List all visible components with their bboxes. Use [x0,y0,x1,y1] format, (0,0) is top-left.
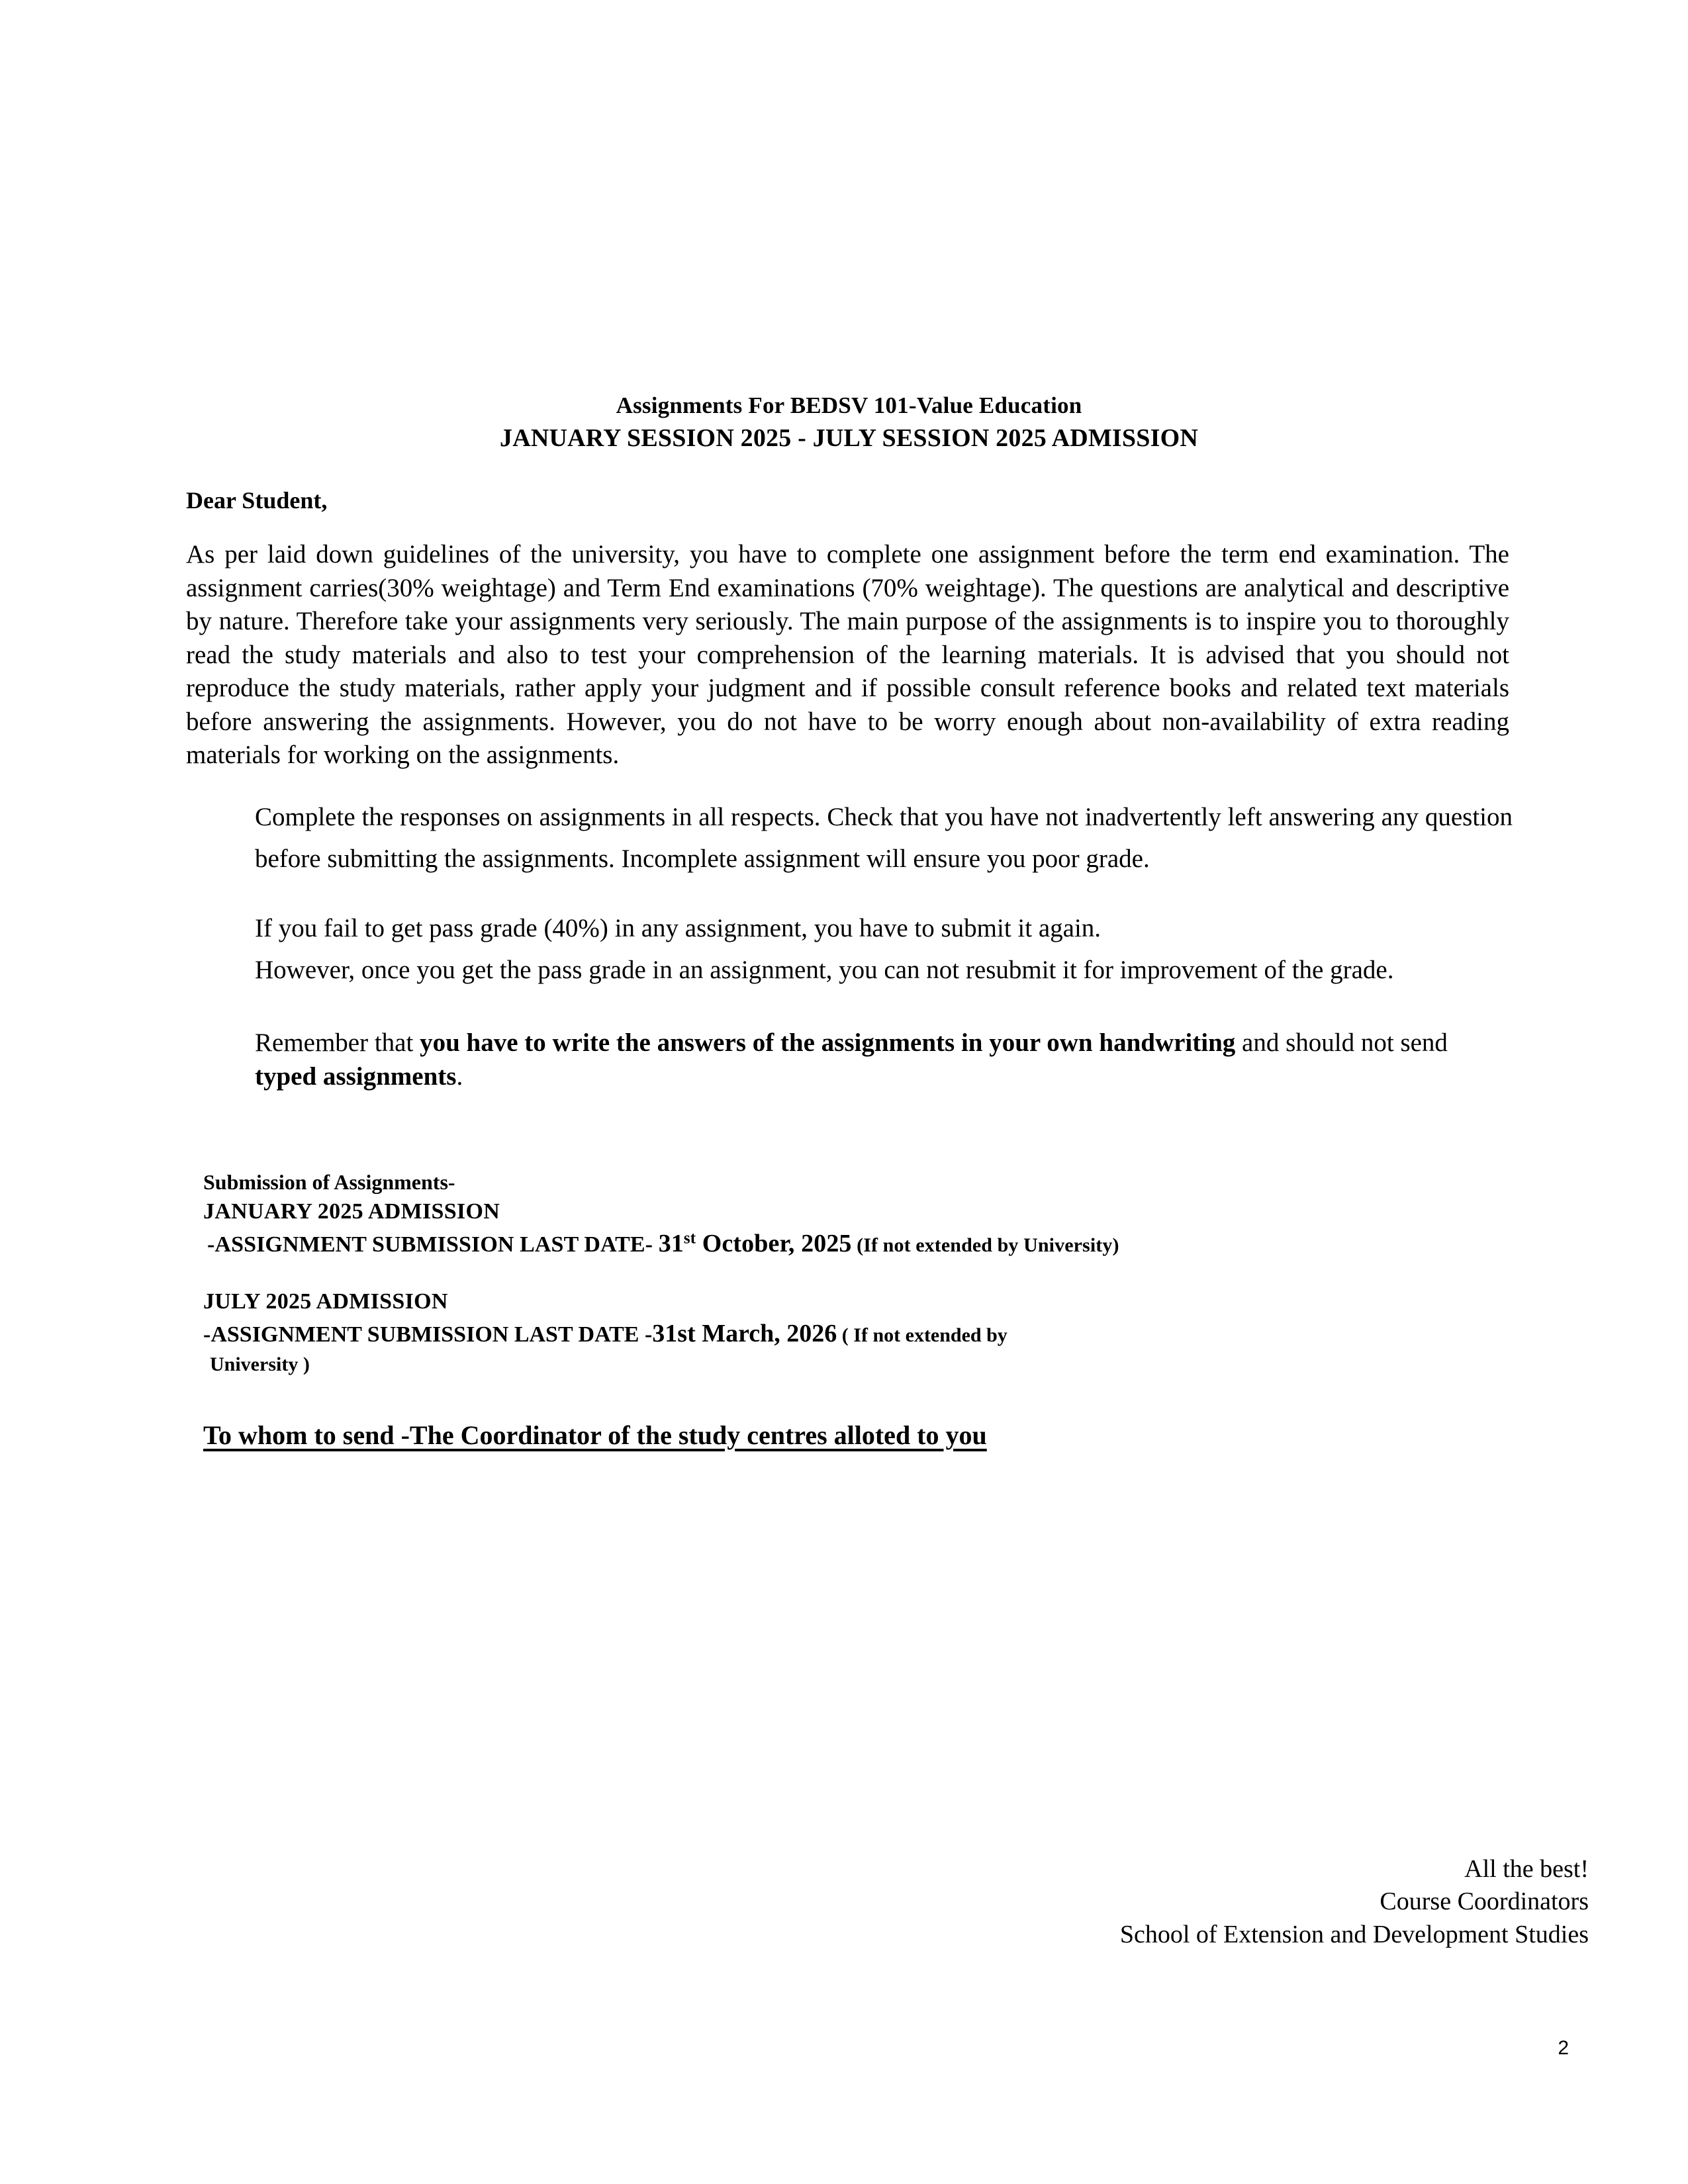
july-submission-date [203,1317,1509,1351]
heading-line-1: Assignments For BEDSV 101-Value Education [616,392,1082,418]
january-date-value: 31 [658,1230,684,1258]
submission-block [203,1168,1509,1379]
remember-bold-handwriting: you have to write the answers of the assignments in your own handwriting [420,1028,1236,1058]
salutation: Dear Student, [186,487,328,514]
signoff-block [1120,1853,1589,1951]
remember-middle: and should not send [1235,1028,1448,1058]
july-date-note-continued: University ) [210,1353,310,1375]
document-content [186,0,1513,1451]
signoff-all-the-best: All the best! [1464,1855,1589,1883]
january-date-ordinal-suffix: st [683,1230,696,1248]
remember-prefix: Remember that [255,1028,420,1058]
remember-bold-typed: typed assignments [255,1062,457,1091]
submission-spacer [203,1261,1509,1287]
july-admission-label: JULY 2025 ADMISSION [203,1289,448,1314]
block-pass-grade-line-1: If you fail to get pass grade (40%) in any assignment, you have to submit it again. [255,913,1102,942]
january-date-note: (If not extended by University) [851,1234,1119,1257]
signoff-course-coordinators: Course Coordinators [1380,1888,1589,1916]
document-heading [189,390,1509,455]
intro-paragraph: As per laid down guidelines of the university, you have to complete one assignment before the term end examination. The assignment carries(30% weightage) and Term End examinations (70% weightage). The questions are analytical and descriptive by nature. Therefore take your assignments very seriously. The main purpose of the assignments is to inspire you to thoroughly read the study materials and also to test your comprehension of the learning materials. It is advised that you should not reproduce the study materials, rather apply your judgment and if possible consult reference books and related text materials before answering the assignments. However, you do not have to be worry enough about non-availability of extra reading materials for working on the assignments. [186,540,1509,770]
page-number: 2 [1558,2037,1569,2059]
submission-title: Submission of Assignments- [203,1169,455,1194]
remember-suffix: . [456,1062,463,1091]
july-date-value: 31st March, 2026 [652,1320,837,1348]
to-whom-to-send: To whom to send -The Coordinator of the study centres alloted to you [203,1420,987,1450]
block-pass-grade-line-2: However, once you get the pass grade in an assignment, you can not resubmit it for improvement of the grade. [255,956,1394,985]
january-submission-date [207,1227,1509,1261]
signoff-school-name: School of Extension and Development Studies [1119,1920,1589,1948]
block-pass-grade [255,907,1513,991]
july-date-note: ( If not extended by [837,1324,1008,1347]
block-complete-responses: Complete the responses on assignments in all respects. Check that you have not inadvertently left answering any question before submitting the assignments. Incomplete assignment will ensure you poor grade. [255,802,1513,873]
january-date-month-year: October, 2025 [696,1230,852,1258]
july-date-label: -ASSIGNMENT SUBMISSION LAST DATE - [203,1322,653,1347]
january-admission-label: JANUARY 2025 ADMISSION [203,1199,500,1224]
heading-line-2: JANUARY SESSION 2025 - JULY SESSION 2025 ADMISSION [500,424,1198,452]
january-date-label: -ASSIGNMENT SUBMISSION LAST DATE- [207,1232,659,1257]
block-remember-handwriting [255,1026,1513,1093]
